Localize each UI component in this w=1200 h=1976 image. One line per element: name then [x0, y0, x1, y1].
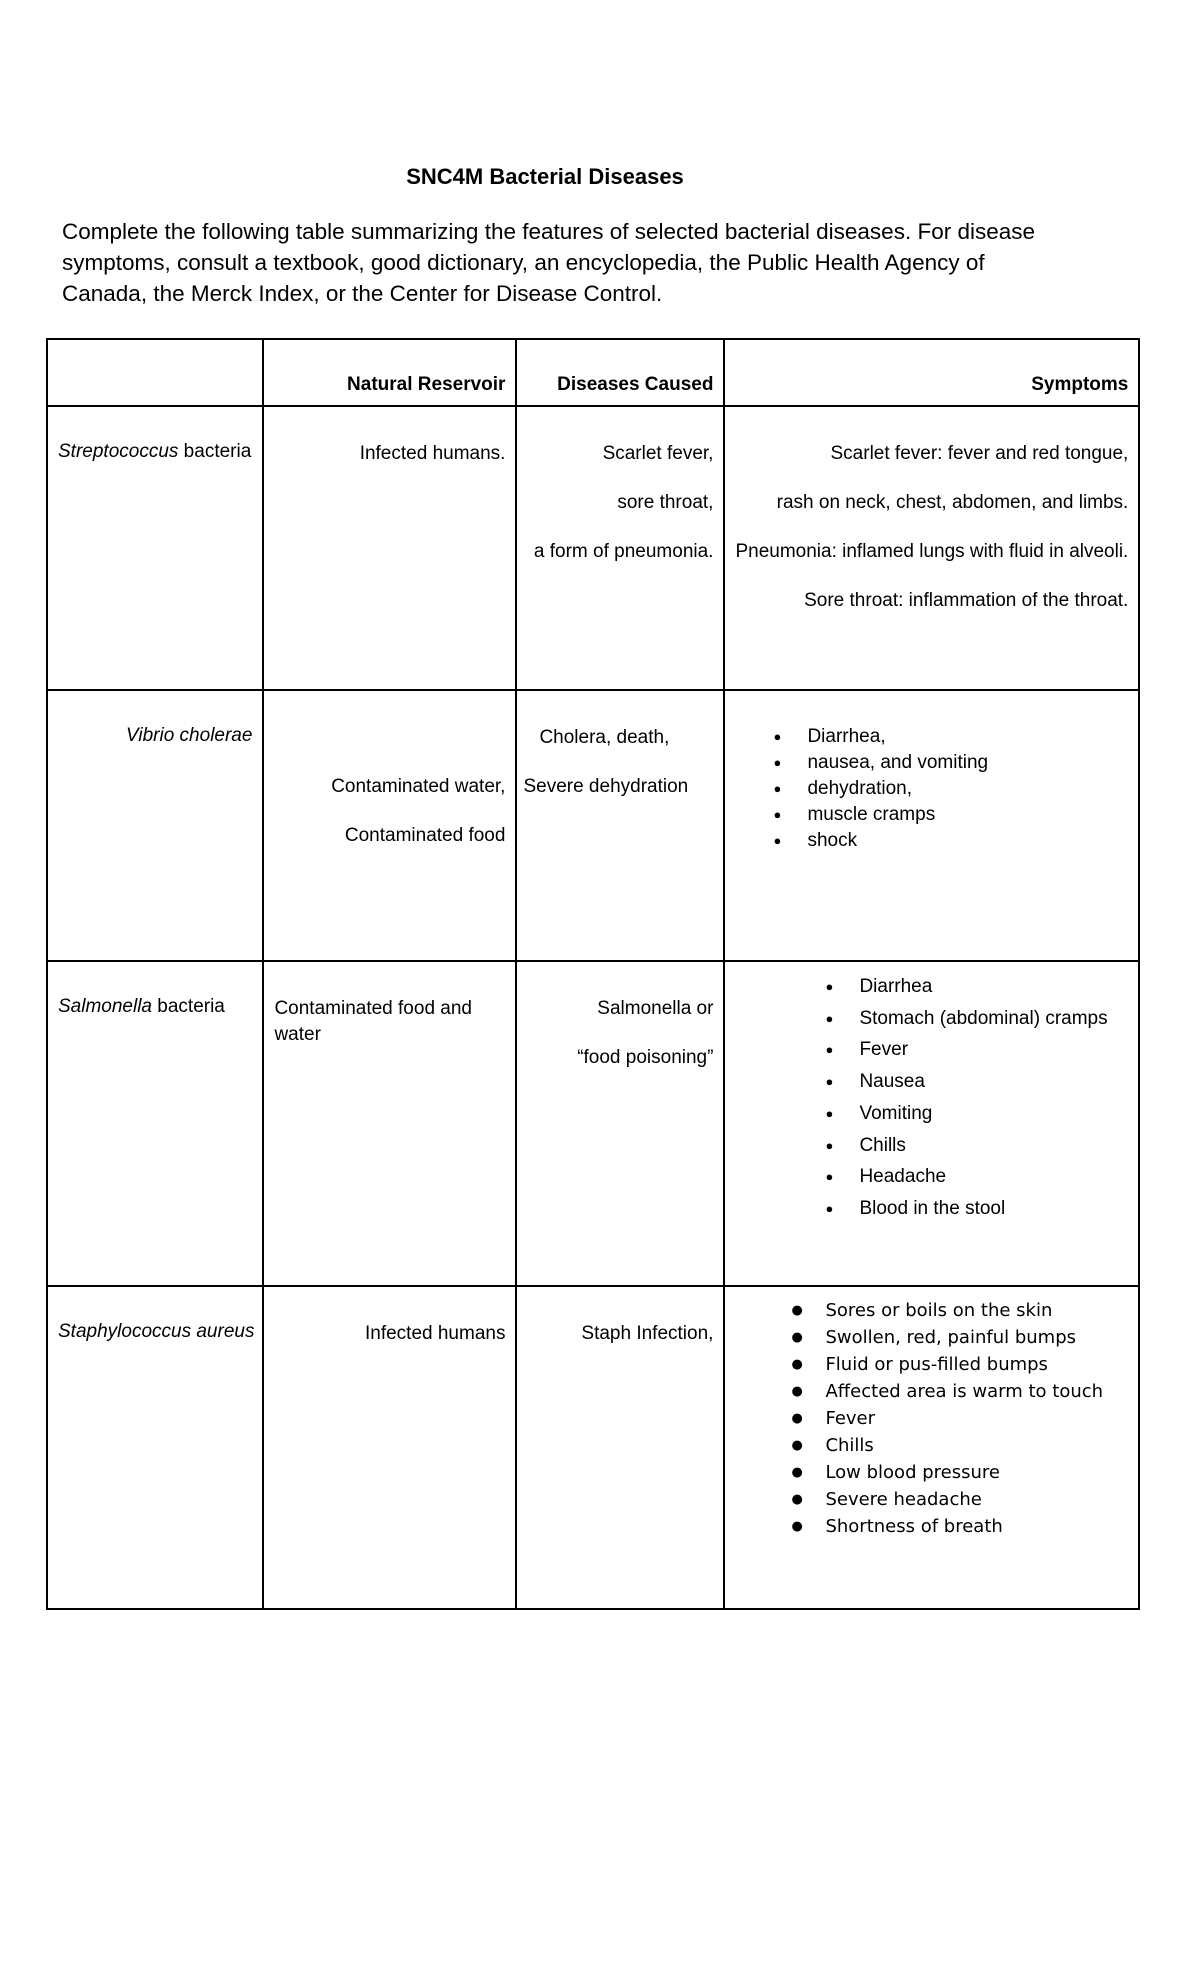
table-row	[47, 690, 1139, 961]
list-item: ● Sores or boils on the skin	[791, 1297, 1128, 1324]
reservoir-cell	[263, 690, 516, 961]
table-row	[47, 1286, 1139, 1609]
header-organism	[47, 339, 263, 406]
diseases-cell	[516, 1286, 724, 1609]
reservoir-line: Infected humans.	[359, 443, 506, 464]
list-item: ● Nausea	[825, 1066, 1128, 1098]
symptom-line: Sore throat: inflammation of the throat.	[804, 590, 1129, 611]
reservoir-line: Contaminated food	[344, 825, 506, 846]
list-item: ● Fever	[791, 1405, 1128, 1432]
table-row	[47, 406, 1139, 690]
organism-cell	[47, 406, 263, 690]
organism-name: Staphylococcus aureus	[58, 1321, 255, 1342]
reservoir-line: Infected humans	[364, 1323, 506, 1344]
organism-name: Salmonella	[58, 996, 152, 1017]
reservoir-line: Contaminated food and	[274, 998, 472, 1019]
organism-cell	[47, 1286, 263, 1609]
list-item: ● Headache	[825, 1161, 1128, 1193]
list-item: ● Fever	[825, 1034, 1128, 1066]
list-item: ● Low blood pressure	[791, 1459, 1128, 1486]
reservoir-cell	[263, 406, 516, 690]
reservoir-line: water	[274, 1024, 321, 1045]
reservoir-cell	[263, 961, 516, 1286]
diseases-cell	[516, 406, 724, 690]
organism-name: Vibrio cholerae	[126, 725, 253, 746]
disease-line: Cholera, death,	[539, 727, 670, 748]
list-item: ● Swollen, red, painful bumps	[791, 1324, 1128, 1351]
instructions-paragraph: Complete the following table summarizing the features of selected bacterial diseases. For disease symptoms, consult a textbook, good dictionary, an encyclopedia, the Public Health Agency of Canada, the Merck Index, or the Center for Disease Control.	[62, 219, 1036, 306]
disease-line: Severe dehydration	[523, 776, 689, 797]
list-item: ● Shortness of breath	[791, 1513, 1128, 1540]
list-item: ● Blood in the stool	[825, 1193, 1128, 1225]
symptoms-cell	[724, 690, 1139, 961]
organism-suffix: bacteria	[178, 441, 252, 462]
page-title: SNC4M Bacterial Diseases	[406, 164, 684, 189]
list-item: ● Vomiting	[825, 1098, 1128, 1130]
list-item: ● Diarrhea,	[773, 724, 1128, 750]
symptom-list	[825, 971, 1128, 1225]
list-item: ● Affected area is warm to touch	[791, 1378, 1128, 1405]
symptoms-cell	[724, 961, 1139, 1286]
list-item: ● Diarrhea	[825, 971, 1128, 1003]
organism-name: Streptococcus	[58, 441, 179, 462]
bacterial-diseases-table	[46, 338, 1140, 1610]
disease-line: Salmonella or	[597, 998, 714, 1019]
list-item: ● Stomach (abdominal) cramps	[825, 1003, 1128, 1035]
list-item: ● muscle cramps	[773, 802, 1128, 828]
list-item: ● dehydration,	[773, 776, 1128, 802]
header-symptoms: Symptoms	[724, 339, 1139, 406]
table-header-row	[47, 339, 1139, 406]
organism-suffix: bacteria	[152, 996, 225, 1017]
diseases-cell	[516, 961, 724, 1286]
list-item: ● shock	[773, 828, 1128, 854]
disease-line: “food poisoning”	[577, 1047, 714, 1068]
list-item: ● Chills	[791, 1432, 1128, 1459]
reservoir-cell	[263, 1286, 516, 1609]
list-item: ● Chills	[825, 1130, 1128, 1162]
symptom-line: Pneumonia: inflamed lungs with fluid in alveoli.	[735, 541, 1129, 562]
symptom-line: rash on neck, chest, abdomen, and limbs.	[776, 492, 1129, 513]
symptom-line: Scarlet fever: fever and red tongue,	[830, 443, 1129, 464]
header-natural-reservoir: Natural Reservoir	[263, 339, 516, 406]
disease-line: Scarlet fever,	[602, 443, 714, 464]
disease-line: sore throat,	[617, 492, 714, 513]
diseases-cell	[516, 690, 724, 961]
disease-line: a form of pneumonia.	[533, 541, 714, 562]
symptoms-cell	[724, 406, 1139, 690]
reservoir-line: Contaminated water,	[331, 776, 506, 797]
symptoms-cell	[724, 1286, 1139, 1609]
organism-cell	[47, 961, 263, 1286]
table-row	[47, 961, 1139, 1286]
symptom-list	[773, 724, 1128, 854]
organism-cell	[47, 690, 263, 961]
list-item: ● Severe headache	[791, 1486, 1128, 1513]
symptom-list	[791, 1297, 1128, 1540]
list-item: ● nausea, and vomiting	[773, 750, 1128, 776]
list-item: ● Fluid or pus-filled bumps	[791, 1351, 1128, 1378]
disease-line: Staph Infection,	[581, 1323, 714, 1344]
header-diseases-caused: Diseases Caused	[516, 339, 724, 406]
